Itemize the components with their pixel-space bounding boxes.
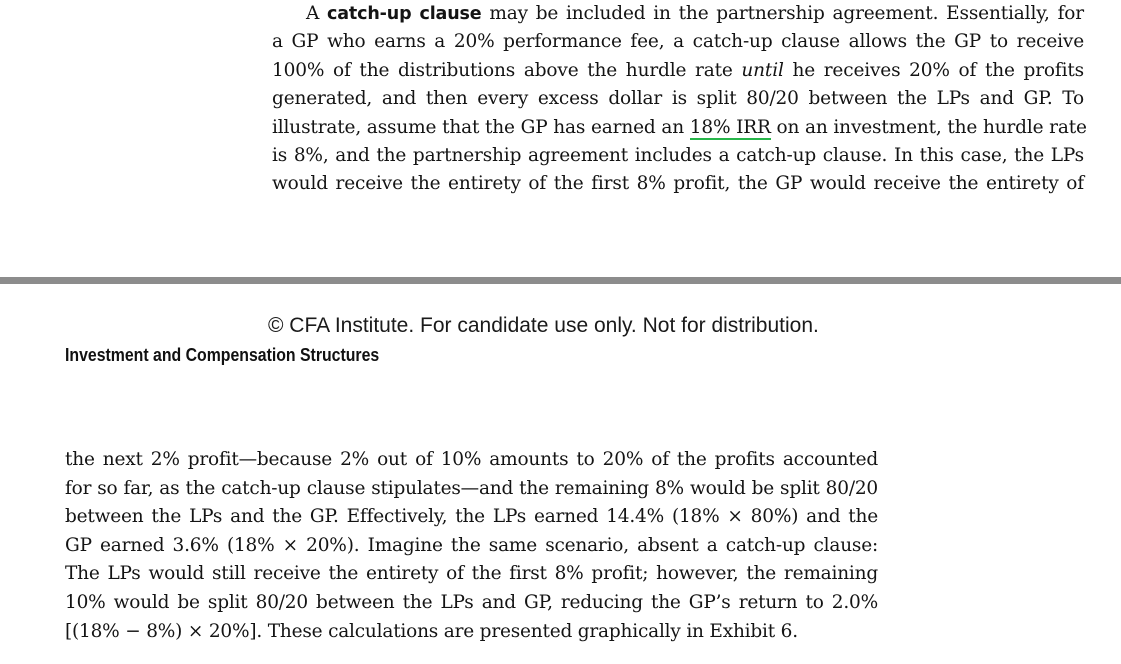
section-title: Investment and Compensation Structures bbox=[65, 345, 380, 365]
text-line: is 8%, and the partnership agreement includes a catch-up clause. In this case, the LPs bbox=[272, 145, 1084, 167]
text-line: for so far, as the catch-up clause stipulates—and the remaining 8% would be split 80/20 bbox=[65, 477, 878, 499]
until-emphasis: until bbox=[741, 59, 784, 81]
text-line: illustrate, assume that the GP has earned an 18% IRR on an investment, the hurdle rate bbox=[272, 116, 1087, 138]
text-line: 100% of the distributions above the hurdle rate until he receives 20% of the profits bbox=[272, 59, 1084, 81]
text-line: generated, and then every excess dollar is split 80/20 between the LPs and GP. To bbox=[272, 88, 1084, 110]
text-line: [(18% − 8%) × 20%]. These calculations are presented graphically in Exhibit 6. bbox=[65, 620, 798, 642]
catch-up-clause-term: catch-up clause bbox=[327, 4, 482, 24]
text-line: the next 2% profit—because 2% out of 10% amounts to 20% of the profits accounted bbox=[65, 449, 878, 470]
irr-highlight[interactable]: 18% IRR bbox=[689, 116, 771, 138]
text-line: A catch-up clause may be included in the partnership agreement. Essentially, for bbox=[306, 3, 1084, 24]
catch-up-paragraph bbox=[272, 0, 1087, 199]
previous-page bbox=[0, 0, 1121, 277]
continuation-paragraph bbox=[65, 446, 878, 646]
text-line: between the LPs and the GP. Effectively, the LPs earned 14.4% (18% × 80%) and the bbox=[65, 506, 878, 528]
text-line: would receive the entirety of the first 8% profit, the GP would receive the entirety of bbox=[272, 173, 1084, 195]
text-line: 10% would be split 80/20 between the LPs and GP, reducing the GP’s return to 2.0% bbox=[65, 591, 878, 613]
text-line: a GP who earns a 20% performance fee, a catch-up clause allows the GP to receive bbox=[272, 31, 1084, 53]
copyright-notice: © CFA Institute. For candidate use only. Not for distribution. bbox=[268, 314, 819, 337]
text-line: GP earned 3.6% (18% × 20%). Imagine the same scenario, absent a catch-up clause: bbox=[65, 534, 878, 556]
text-line: The LPs would still receive the entirety of the first 8% profit; however, the remaining bbox=[65, 563, 878, 585]
page-divider bbox=[0, 277, 1121, 284]
